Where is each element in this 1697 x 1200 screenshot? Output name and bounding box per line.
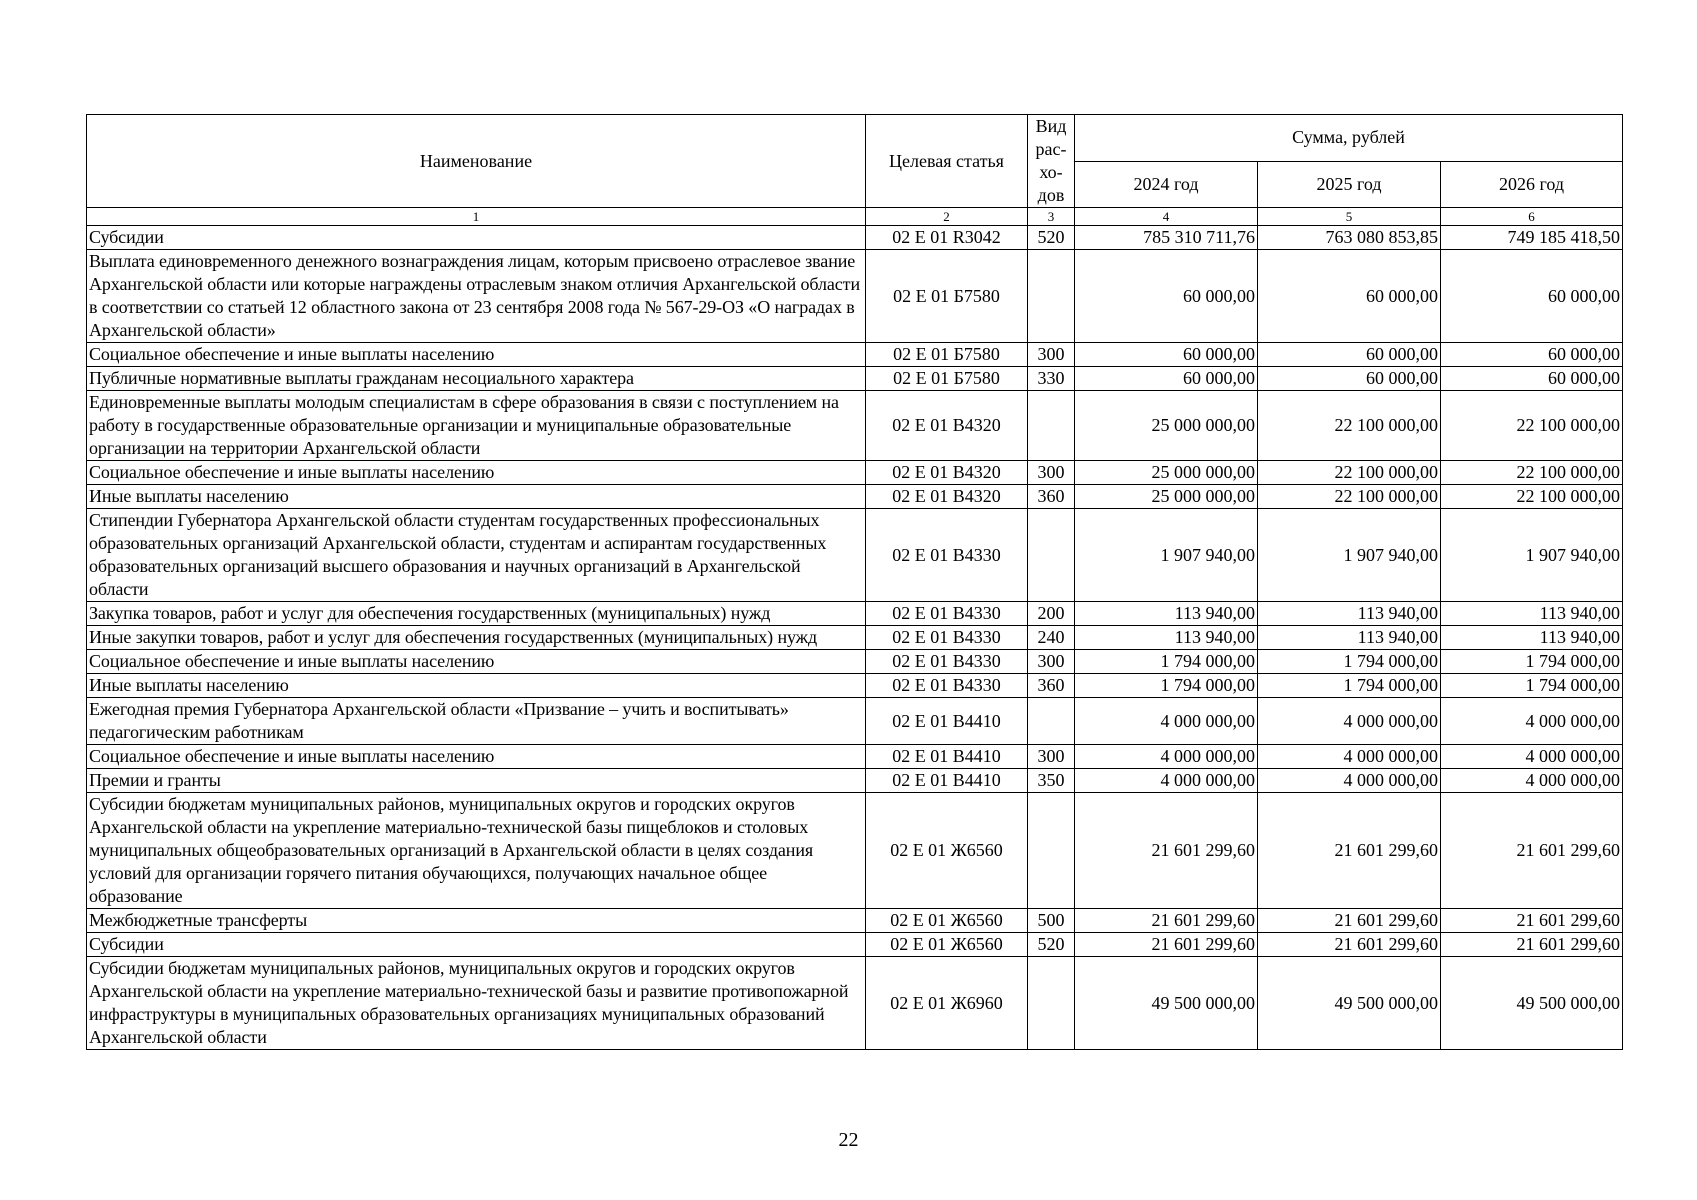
row-name: Иные выплаты населению [87, 674, 866, 698]
column-number: 2 [866, 208, 1028, 226]
row-sum-2024: 21 601 299,60 [1075, 909, 1258, 933]
row-name: Субсидии [87, 933, 866, 957]
row-sum-2026: 60 000,00 [1441, 367, 1623, 391]
row-expense-type: 360 [1028, 485, 1075, 509]
column-number: 6 [1441, 208, 1623, 226]
row-target-code: 02 Е 01 Ж6560 [866, 793, 1028, 909]
column-number: 4 [1075, 208, 1258, 226]
row-name: Социальное обеспечение и иные выплаты населению [87, 745, 866, 769]
row-target-code: 02 Е 01 В4320 [866, 391, 1028, 461]
row-target-code: 02 Е 01 Ж6560 [866, 909, 1028, 933]
table-row [87, 367, 1623, 391]
row-sum-2025: 60 000,00 [1258, 343, 1441, 367]
row-name: Социальное обеспечение и иные выплаты населению [87, 650, 866, 674]
budget-table [86, 114, 1623, 1050]
table-row [87, 602, 1623, 626]
header-year-2025: 2025 год [1258, 161, 1441, 208]
table-row [87, 509, 1623, 602]
row-sum-2026: 1 907 940,00 [1441, 509, 1623, 602]
row-sum-2025: 21 601 299,60 [1258, 909, 1441, 933]
row-sum-2025: 4 000 000,00 [1258, 769, 1441, 793]
row-sum-2026: 21 601 299,60 [1441, 933, 1623, 957]
row-target-code: 02 Е 01 Б7580 [866, 367, 1028, 391]
column-number: 5 [1258, 208, 1441, 226]
row-sum-2026: 4 000 000,00 [1441, 745, 1623, 769]
table-row [87, 461, 1623, 485]
row-expense-type: 520 [1028, 933, 1075, 957]
row-sum-2026: 21 601 299,60 [1441, 793, 1623, 909]
row-sum-2025: 1 907 940,00 [1258, 509, 1441, 602]
row-target-code: 02 Е 01 В4320 [866, 461, 1028, 485]
row-sum-2024: 4 000 000,00 [1075, 745, 1258, 769]
row-sum-2024: 1 794 000,00 [1075, 650, 1258, 674]
row-sum-2026: 4 000 000,00 [1441, 769, 1623, 793]
row-sum-2024: 25 000 000,00 [1075, 391, 1258, 461]
row-expense-type: 350 [1028, 769, 1075, 793]
table-row [87, 769, 1623, 793]
row-name: Публичные нормативные выплаты гражданам несоциального характера [87, 367, 866, 391]
row-sum-2024: 25 000 000,00 [1075, 485, 1258, 509]
row-sum-2025: 49 500 000,00 [1258, 957, 1441, 1050]
row-sum-2024: 1 907 940,00 [1075, 509, 1258, 602]
row-sum-2025: 21 601 299,60 [1258, 793, 1441, 909]
row-target-code: 02 Е 01 В4410 [866, 769, 1028, 793]
row-sum-2024: 60 000,00 [1075, 367, 1258, 391]
row-sum-2026: 60 000,00 [1441, 343, 1623, 367]
row-expense-type [1028, 391, 1075, 461]
table-body [87, 226, 1623, 1050]
document-page [86, 114, 1622, 1050]
row-target-code: 02 Е 01 В4330 [866, 626, 1028, 650]
table-row [87, 391, 1623, 461]
header-name: Наименование [87, 115, 866, 208]
row-expense-type: 300 [1028, 343, 1075, 367]
table-row [87, 226, 1623, 250]
row-sum-2025: 60 000,00 [1258, 367, 1441, 391]
row-sum-2026: 113 940,00 [1441, 626, 1623, 650]
row-name: Закупка товаров, работ и услуг для обеспечения государственных (муниципальных) нужд [87, 602, 866, 626]
header-type: Вид рас-хо-дов [1028, 115, 1075, 208]
row-name: Субсидии бюджетам муниципальных районов, муниципальных округов и городских округов Архангельской области на укрепление материально-технической базы и развитие противопожарной инфраструктуры в муниципальных образовательных организациях муниципальных образований Архангельской области [87, 957, 866, 1050]
row-expense-type: 200 [1028, 602, 1075, 626]
row-sum-2026: 1 794 000,00 [1441, 650, 1623, 674]
row-sum-2024: 785 310 711,76 [1075, 226, 1258, 250]
row-expense-type: 240 [1028, 626, 1075, 650]
row-expense-type [1028, 509, 1075, 602]
row-name: Социальное обеспечение и иные выплаты населению [87, 461, 866, 485]
row-expense-type: 300 [1028, 461, 1075, 485]
row-expense-type: 360 [1028, 674, 1075, 698]
row-target-code: 02 Е 01 Ж6960 [866, 957, 1028, 1050]
row-name: Субсидии [87, 226, 866, 250]
table-row [87, 343, 1623, 367]
row-sum-2026: 4 000 000,00 [1441, 698, 1623, 745]
row-target-code: 02 Е 01 Б7580 [866, 250, 1028, 343]
row-name: Субсидии бюджетам муниципальных районов, муниципальных округов и городских округов Архангельской области на укрепление материально-технической базы пищеблоков и столовых муниципальных общеобразовательных организаций в Архангельской области в целях создания условий для организации горячего питания обучающихся, получающих начальное общее образование [87, 793, 866, 909]
column-number: 3 [1028, 208, 1075, 226]
page-number: 22 [838, 1129, 859, 1151]
row-expense-type: 520 [1028, 226, 1075, 250]
row-sum-2024: 21 601 299,60 [1075, 933, 1258, 957]
row-name: Иные закупки товаров, работ и услуг для обеспечения государственных (муниципальных) нужд [87, 626, 866, 650]
row-sum-2024: 25 000 000,00 [1075, 461, 1258, 485]
row-name: Выплата единовременного денежного вознаграждения лицам, которым присвоено отраслевое звание Архангельской области или которые награждены отраслевым знаком отличия Архангельской области в соответствии со статьей 12 областного закона от 23 сентября 2008 года № 567-29-ОЗ «О наградах в Архангельской области» [87, 250, 866, 343]
row-sum-2024: 4 000 000,00 [1075, 769, 1258, 793]
row-sum-2026: 749 185 418,50 [1441, 226, 1623, 250]
row-target-code: 02 Е 01 В4410 [866, 698, 1028, 745]
row-name: Ежегодная премия Губернатора Архангельской области «Призвание – учить и воспитывать» педагогическим работникам [87, 698, 866, 745]
table-row [87, 698, 1623, 745]
row-sum-2024: 4 000 000,00 [1075, 698, 1258, 745]
table-row [87, 909, 1623, 933]
column-number: 1 [87, 208, 866, 226]
row-sum-2026: 60 000,00 [1441, 250, 1623, 343]
row-name: Межбюджетные трансферты [87, 909, 866, 933]
row-target-code: 02 Е 01 В4330 [866, 674, 1028, 698]
row-sum-2026: 22 100 000,00 [1441, 485, 1623, 509]
table-row [87, 933, 1623, 957]
row-expense-type: 330 [1028, 367, 1075, 391]
row-name: Премии и гранты [87, 769, 866, 793]
table-row [87, 650, 1623, 674]
row-sum-2025: 113 940,00 [1258, 626, 1441, 650]
row-sum-2025: 60 000,00 [1258, 250, 1441, 343]
row-sum-2026: 21 601 299,60 [1441, 909, 1623, 933]
row-sum-2025: 763 080 853,85 [1258, 226, 1441, 250]
row-sum-2024: 49 500 000,00 [1075, 957, 1258, 1050]
row-sum-2025: 4 000 000,00 [1258, 745, 1441, 769]
row-target-code: 02 Е 01 Б7580 [866, 343, 1028, 367]
row-target-code: 02 Е 01 R3042 [866, 226, 1028, 250]
row-expense-type: 500 [1028, 909, 1075, 933]
header-year-2026: 2026 год [1441, 161, 1623, 208]
row-sum-2026: 113 940,00 [1441, 602, 1623, 626]
header-code: Целевая статья [866, 115, 1028, 208]
row-sum-2024: 21 601 299,60 [1075, 793, 1258, 909]
row-sum-2025: 4 000 000,00 [1258, 698, 1441, 745]
table-row [87, 674, 1623, 698]
row-expense-type [1028, 698, 1075, 745]
row-target-code: 02 Е 01 Ж6560 [866, 933, 1028, 957]
row-sum-2025: 22 100 000,00 [1258, 391, 1441, 461]
table-row [87, 793, 1623, 909]
row-expense-type: 300 [1028, 745, 1075, 769]
row-sum-2024: 60 000,00 [1075, 250, 1258, 343]
row-sum-2026: 49 500 000,00 [1441, 957, 1623, 1050]
row-name: Социальное обеспечение и иные выплаты населению [87, 343, 866, 367]
header-sum: Сумма, рублей [1075, 115, 1623, 162]
row-sum-2024: 1 794 000,00 [1075, 674, 1258, 698]
row-name: Единовременные выплаты молодым специалистам в сфере образования в связи с поступлением на работу в государственные образовательные организации и муниципальные образовательные организации на территории Архангельской области [87, 391, 866, 461]
table-row [87, 626, 1623, 650]
row-sum-2024: 113 940,00 [1075, 602, 1258, 626]
row-target-code: 02 Е 01 В4320 [866, 485, 1028, 509]
column-numbers-row [87, 208, 1623, 226]
row-expense-type [1028, 957, 1075, 1050]
row-expense-type [1028, 793, 1075, 909]
row-sum-2024: 113 940,00 [1075, 626, 1258, 650]
row-sum-2024: 60 000,00 [1075, 343, 1258, 367]
row-sum-2026: 22 100 000,00 [1441, 391, 1623, 461]
row-sum-2025: 22 100 000,00 [1258, 485, 1441, 509]
row-target-code: 02 Е 01 В4330 [866, 509, 1028, 602]
row-sum-2026: 22 100 000,00 [1441, 461, 1623, 485]
row-expense-type [1028, 250, 1075, 343]
row-expense-type: 300 [1028, 650, 1075, 674]
table-row [87, 957, 1623, 1050]
row-name: Стипендии Губернатора Архангельской области студентам государственных профессиональных образовательных организаций Архангельской области, студентам и аспирантам государственных образовательных организаций высшего образования и научных организаций в Архангельской области [87, 509, 866, 602]
table-header [87, 115, 1623, 226]
row-sum-2025: 21 601 299,60 [1258, 933, 1441, 957]
row-target-code: 02 Е 01 В4330 [866, 650, 1028, 674]
row-sum-2025: 22 100 000,00 [1258, 461, 1441, 485]
row-name: Иные выплаты населению [87, 485, 866, 509]
row-sum-2025: 1 794 000,00 [1258, 650, 1441, 674]
row-sum-2026: 1 794 000,00 [1441, 674, 1623, 698]
row-sum-2025: 1 794 000,00 [1258, 674, 1441, 698]
header-year-2024: 2024 год [1075, 161, 1258, 208]
row-target-code: 02 Е 01 В4330 [866, 602, 1028, 626]
table-row [87, 485, 1623, 509]
table-row [87, 250, 1623, 343]
table-row [87, 745, 1623, 769]
row-sum-2025: 113 940,00 [1258, 602, 1441, 626]
row-target-code: 02 Е 01 В4410 [866, 745, 1028, 769]
